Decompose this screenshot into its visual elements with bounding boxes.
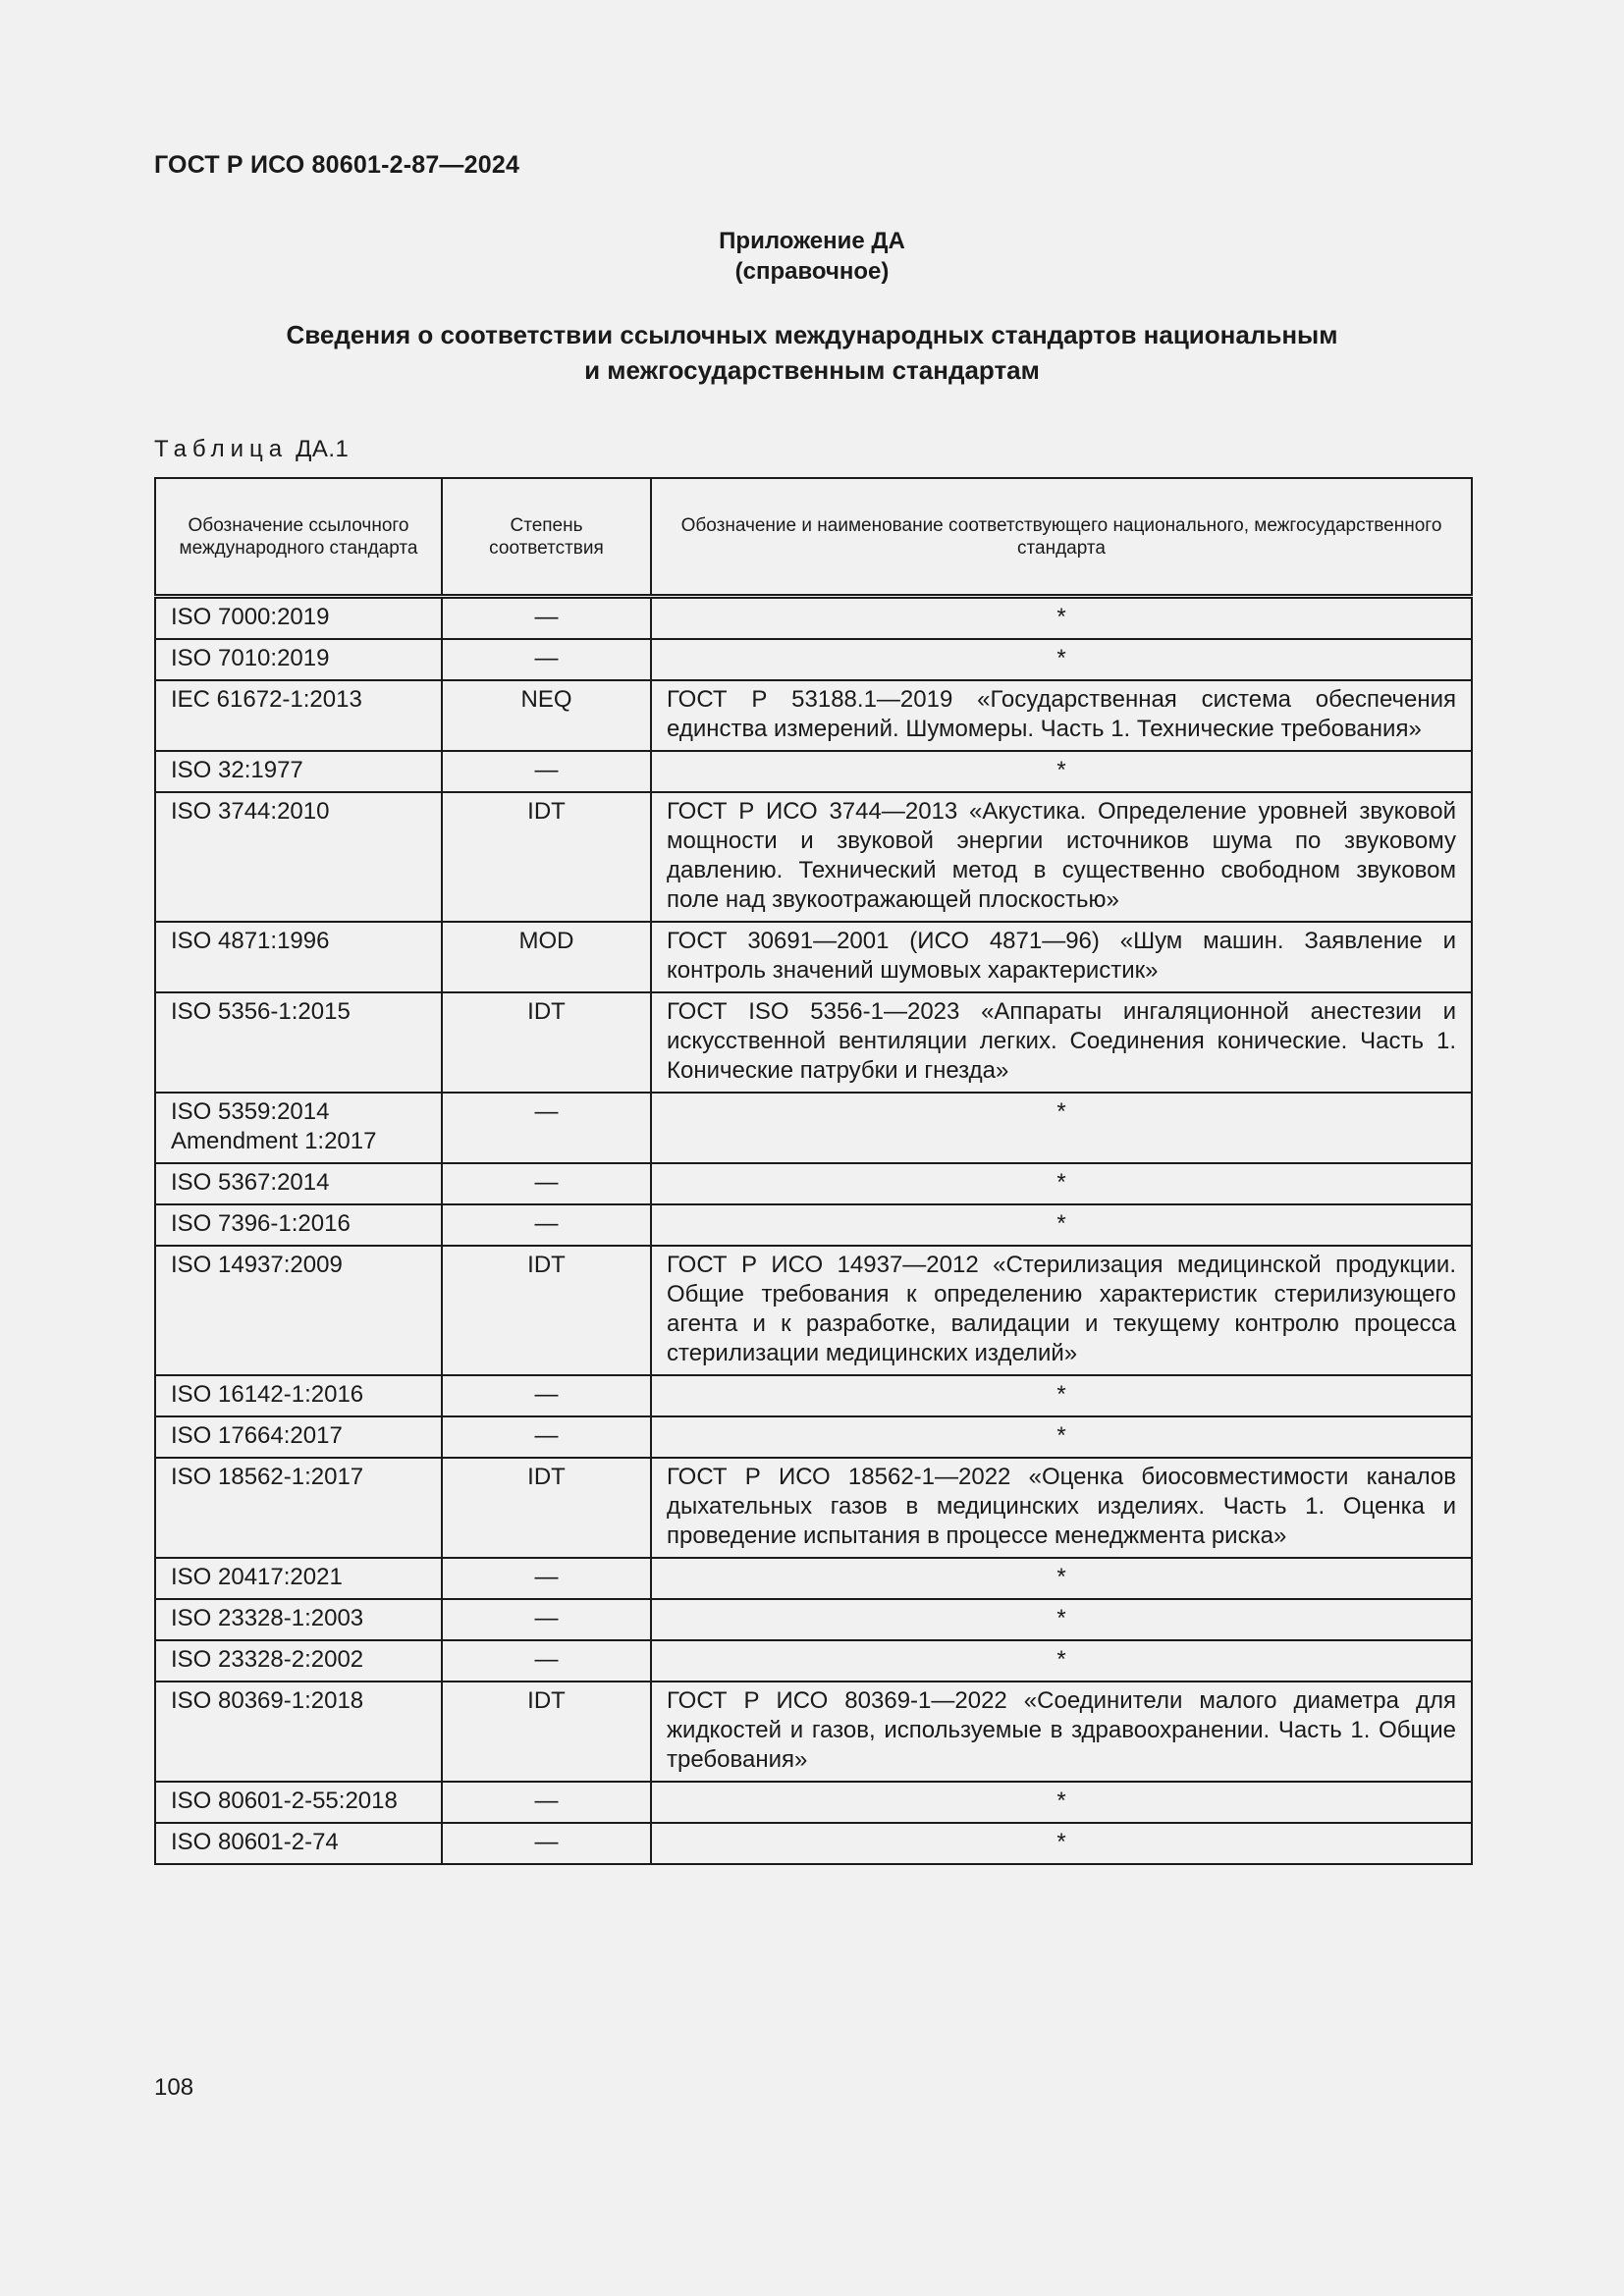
cell-degree: —	[442, 639, 651, 680]
document-id: ГОСТ Р ИСО 80601-2-87—2024	[154, 151, 520, 179]
cell-national-standard: *	[651, 1599, 1472, 1640]
cell-degree: —	[442, 1093, 651, 1163]
cell-national-standard: ГОСТ Р ИСО 14937—2012 «Стерилизация медицинской продукции. Общие требования к определению характеристик стерилизующего агента и к разработке, валидации и текущему контролю процесса стерилизации медицинских изделий»	[651, 1246, 1472, 1375]
cell-national-standard: *	[651, 1782, 1472, 1823]
cell-national-standard: *	[651, 639, 1472, 680]
table-row	[155, 792, 1472, 922]
cell-national-standard: *	[651, 1416, 1472, 1458]
table-row	[155, 751, 1472, 792]
cell-international-standard: ISO 5356-1:2015	[155, 992, 442, 1093]
cell-international-standard: ISO 7010:2019	[155, 639, 442, 680]
table-row	[155, 992, 1472, 1093]
cell-national-standard: ГОСТ Р ИСО 3744—2013 «Акустика. Определение уровней звуковой мощности и звуковой энергии источников шума по звуковому давлению. Технический метод в существенно свободном звуковом поле над звукоотражающей плоскостью»	[651, 792, 1472, 922]
cell-degree: —	[442, 1163, 651, 1204]
table-row	[155, 1823, 1472, 1864]
cell-national-standard: ГОСТ Р ИСО 18562-1—2022 «Оценка биосовместимости каналов дыхательных газов в медицинских изделиях. Часть 1. Оценка и проведение испытания в процессе менеджмента риска»	[651, 1458, 1472, 1558]
appendix-title: Приложение ДА	[719, 228, 905, 254]
cell-degree: IDT	[442, 1246, 651, 1375]
cell-international-standard: ISO 18562-1:2017	[155, 1458, 442, 1558]
section-title-line-1: Сведения о соответствии ссылочных международных стандартов национальным	[286, 320, 1338, 349]
table-caption	[154, 436, 349, 463]
header-national-standard: Обозначение и наименование соответствующего национального, межгосударственного стандарта	[651, 478, 1472, 597]
cell-degree: NEQ	[442, 680, 651, 751]
standards-correspondence-table	[154, 477, 1473, 1865]
cell-national-standard: *	[651, 1558, 1472, 1599]
appendix-heading	[0, 226, 1624, 287]
cell-international-standard: ISO 80369-1:2018	[155, 1682, 442, 1782]
cell-international-standard: ISO 7396-1:2016	[155, 1204, 442, 1246]
table-row	[155, 639, 1472, 680]
table-row	[155, 1375, 1472, 1416]
appendix-subtitle: (справочное)	[734, 258, 890, 285]
table-row	[155, 1558, 1472, 1599]
cell-degree: —	[442, 1782, 651, 1823]
table-row	[155, 1204, 1472, 1246]
cell-degree: IDT	[442, 1682, 651, 1782]
cell-degree: IDT	[442, 792, 651, 922]
table-caption-word: Таблица	[154, 436, 289, 462]
cell-degree: IDT	[442, 1458, 651, 1558]
cell-international-standard: ISO 14937:2009	[155, 1246, 442, 1375]
cell-national-standard: ГОСТ Р 53188.1—2019 «Государственная система обеспечения единства измерений. Шумомеры. Часть 1. Технические требования»	[651, 680, 1472, 751]
table-row	[155, 922, 1472, 992]
table-row	[155, 1640, 1472, 1682]
cell-degree: —	[442, 1204, 651, 1246]
cell-international-standard: ISO 5367:2014	[155, 1163, 442, 1204]
cell-national-standard: *	[651, 1093, 1472, 1163]
table-row	[155, 1599, 1472, 1640]
header-international-standard: Обозначение ссылочного международного стандарта	[155, 478, 442, 597]
cell-international-standard: ISO 80601-2-74	[155, 1823, 442, 1864]
table-header	[155, 478, 1472, 597]
cell-degree: IDT	[442, 992, 651, 1093]
cell-international-standard: ISO 23328-1:2003	[155, 1599, 442, 1640]
page-number: 108	[154, 2074, 194, 2101]
cell-national-standard: ГОСТ ISO 5356-1—2023 «Аппараты ингаляционной анестезии и искусственной вентиляции легких. Соединения конические. Часть 1. Конические патрубки и гнезда»	[651, 992, 1472, 1093]
cell-degree: —	[442, 1375, 651, 1416]
cell-international-standard: ISO 3744:2010	[155, 792, 442, 922]
cell-international-standard: ISO 7000:2019	[155, 597, 442, 640]
table-row	[155, 1093, 1472, 1163]
cell-international-standard: IEC 61672-1:2013	[155, 680, 442, 751]
cell-degree: MOD	[442, 922, 651, 992]
table-row	[155, 597, 1472, 640]
cell-national-standard: *	[651, 597, 1472, 640]
cell-national-standard: *	[651, 751, 1472, 792]
table-row	[155, 1416, 1472, 1458]
cell-degree: —	[442, 1823, 651, 1864]
cell-degree: —	[442, 1640, 651, 1682]
cell-degree: —	[442, 1416, 651, 1458]
header-degree-of-correspondence: Степень соответствия	[442, 478, 651, 597]
cell-international-standard: ISO 5359:2014 Amendment 1:2017	[155, 1093, 442, 1163]
table-row	[155, 1682, 1472, 1782]
table-row	[155, 680, 1472, 751]
table-row	[155, 1246, 1472, 1375]
cell-international-standard: ISO 20417:2021	[155, 1558, 442, 1599]
section-title-line-2: и межгосударственным стандартам	[584, 355, 1040, 385]
table-caption-number: ДА.1	[296, 436, 350, 462]
cell-national-standard: *	[651, 1163, 1472, 1204]
cell-national-standard: *	[651, 1375, 1472, 1416]
cell-national-standard: ГОСТ 30691—2001 (ИСО 4871—96) «Шум машин. Заявление и контроль значений шумовых характеристик»	[651, 922, 1472, 992]
cell-international-standard: ISO 23328-2:2002	[155, 1640, 442, 1682]
cell-national-standard: *	[651, 1823, 1472, 1864]
table-row	[155, 1782, 1472, 1823]
cell-degree: —	[442, 1558, 651, 1599]
cell-national-standard: *	[651, 1204, 1472, 1246]
cell-international-standard: ISO 4871:1996	[155, 922, 442, 992]
cell-international-standard: ISO 16142-1:2016	[155, 1375, 442, 1416]
cell-international-standard: ISO 32:1977	[155, 751, 442, 792]
cell-international-standard: ISO 17664:2017	[155, 1416, 442, 1458]
cell-international-standard: ISO 80601-2-55:2018	[155, 1782, 442, 1823]
cell-national-standard: ГОСТ Р ИСО 80369-1—2022 «Соединители малого диаметра для жидкостей и газов, используемые в здравоохранении. Часть 1. Общие требования»	[651, 1682, 1472, 1782]
cell-degree: —	[442, 1599, 651, 1640]
cell-degree: —	[442, 597, 651, 640]
table-row	[155, 1163, 1472, 1204]
table-body	[155, 597, 1472, 1865]
cell-national-standard: *	[651, 1640, 1472, 1682]
section-title	[0, 317, 1624, 388]
table-header-row	[155, 478, 1472, 597]
cell-degree: —	[442, 751, 651, 792]
table-row	[155, 1458, 1472, 1558]
